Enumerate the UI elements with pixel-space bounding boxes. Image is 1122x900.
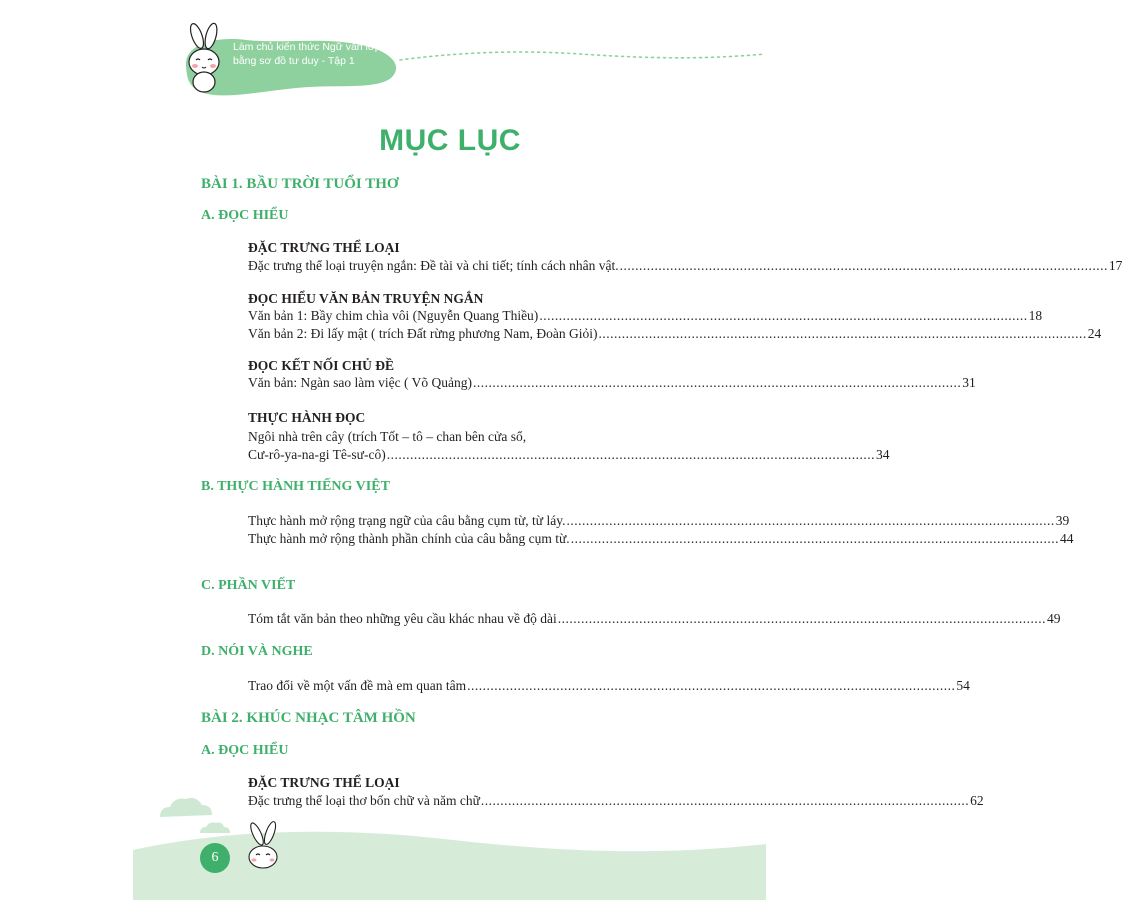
toc-entry[interactable] — [248, 530, 1074, 548]
toc-entry[interactable] — [248, 792, 984, 810]
toc-entry-text: Văn bản 1: Bầy chim chìa vôi (Nguyễn Quang Thiều) — [248, 308, 539, 323]
toc-entry-text: Thực hành mở rộng thành phần chính của câu bằng cụm từ. — [248, 531, 570, 546]
toc-entry-text: Trao đổi về một vấn đề mà em quan tâm — [248, 678, 467, 693]
toc-entry-text: Đặc trưng thể loại truyện ngắn: Đề tài và chi tiết; tính cách nhân vật. — [248, 258, 619, 273]
toc-entry[interactable] — [248, 325, 1102, 343]
toc-entry-page: 54 — [956, 678, 970, 693]
dot-leader: .............................................................................................................................. — [570, 531, 1059, 546]
section-title: B. THỰC HÀNH TIẾNG VIỆT — [201, 479, 390, 494]
dot-leader: .............................................................................................................................. — [480, 793, 970, 808]
toc-entry-page: 39 — [1055, 513, 1070, 528]
toc-entry-text: Tóm tắt văn bản theo những yêu cầu khác nhau về độ dài — [248, 611, 557, 626]
page-number: 6 — [200, 843, 230, 873]
group-title: ĐỌC KẾT NỐI CHỦ ĐỀ — [248, 358, 395, 373]
rabbit-icon — [180, 22, 228, 94]
dot-leader: .............................................................................................................................. — [539, 308, 1028, 323]
book-title-line-2: bằng sơ đồ tư duy - Tập 1 — [233, 55, 355, 67]
group-title: ĐẶC TRƯNG THỂ LOẠI — [248, 775, 400, 790]
section-title: D. NÓI VÀ NGHE — [201, 644, 313, 659]
dot-leader: .............................................................................................................................. — [386, 447, 875, 462]
rabbit-icon — [243, 820, 283, 870]
toc-entry-text: Cư-rô-ya-na-gi Tê-sư-cô) — [248, 447, 386, 462]
group-title: ĐỌC HIỂU VĂN BẢN TRUYỆN NGẮN — [248, 291, 484, 306]
toc-entry-page: 62 — [970, 793, 984, 808]
toc-entry[interactable] — [248, 446, 890, 464]
lesson-title: BÀI 2. KHÚC NHẠC TÂM HỒN — [201, 710, 416, 726]
toc-entry-page: 34 — [875, 447, 890, 462]
book-title-line-1: Làm chủ kiến thức Ngữ văn lớp 7 — [233, 41, 390, 53]
section-title: C. PHẦN VIẾT — [201, 578, 296, 593]
toc-entry-text: Đặc trưng thể loại thơ bốn chữ và năm chữ — [248, 793, 480, 808]
toc-entry-text-line: Ngôi nhà trên cây (trích Tốt – tô – chan bên cửa sổ, — [248, 429, 527, 444]
toc-entry-page: 31 — [962, 375, 976, 390]
toc-entry[interactable] — [248, 257, 1122, 275]
section-title: A. ĐỌC HIỂU — [201, 743, 289, 758]
toc-entry-page: 18 — [1028, 308, 1043, 323]
toc-entry-text: Thực hành mở rộng trạng ngữ của câu bằng cụm từ, từ láy. — [248, 513, 566, 528]
dot-leader: .............................................................................................................................. — [619, 258, 1108, 273]
dot-leader: .............................................................................................................................. — [467, 678, 956, 693]
toc-entry[interactable] — [248, 307, 1043, 325]
header-dotted-line — [400, 48, 770, 68]
toc-entry[interactable] — [248, 677, 970, 695]
page-title: MỤC LỤC — [379, 124, 521, 157]
toc-entry-text: Văn bản: Ngàn sao làm việc ( Võ Quảng) — [248, 375, 472, 390]
toc-entry[interactable] — [248, 374, 976, 392]
section-title: A. ĐỌC HIỂU — [201, 208, 289, 223]
toc-entry-page: 44 — [1059, 531, 1074, 546]
dot-leader: .............................................................................................................................. — [557, 611, 1046, 626]
lesson-title: BÀI 1. BẦU TRỜI TUỔI THƠ — [201, 176, 399, 192]
dot-leader: .............................................................................................................................. — [566, 513, 1055, 528]
toc-entry-page: 17 — [1108, 258, 1122, 273]
group-title: ĐẶC TRƯNG THỂ LOẠI — [248, 240, 400, 255]
dot-leader: .............................................................................................................................. — [598, 326, 1087, 341]
dot-leader: .............................................................................................................................. — [472, 375, 962, 390]
toc-entry[interactable] — [248, 610, 1061, 628]
toc-entry[interactable] — [248, 512, 1070, 530]
toc-entry-text: Văn bản 2: Đi lấy mật ( trích Đất rừng phương Nam, Đoàn Giỏi) — [248, 326, 598, 341]
toc-entry-page: 49 — [1046, 611, 1061, 626]
toc-entry-page: 24 — [1087, 326, 1102, 341]
group-title: THỰC HÀNH ĐỌC — [248, 410, 366, 425]
